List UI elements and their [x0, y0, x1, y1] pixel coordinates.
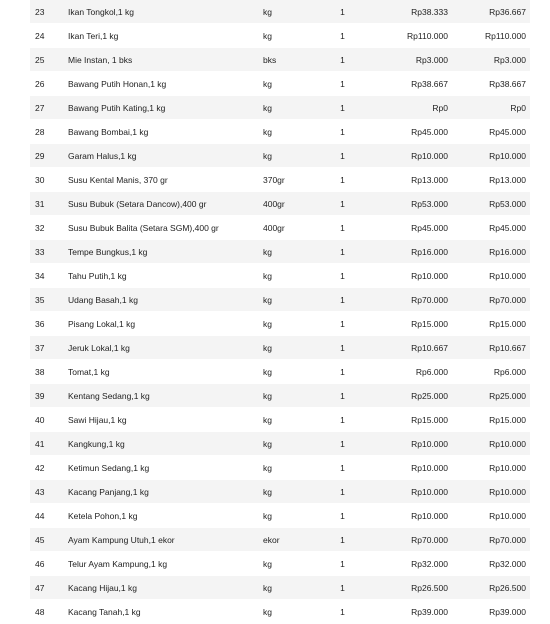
unit-price: Rp53.000 [360, 192, 448, 216]
item-name: Bawang Putih Honan,1 kg [68, 72, 263, 96]
item-quantity: 1 [325, 408, 360, 432]
item-unit: kg [263, 456, 325, 480]
item-name: Susu Bubuk (Setara Dancow),400 gr [68, 192, 263, 216]
table-row [30, 0, 530, 24]
unit-price: Rp25.000 [360, 384, 448, 408]
row-number: 30 [30, 168, 68, 192]
unit-price: Rp10.667 [360, 336, 448, 360]
row-number: 29 [30, 144, 68, 168]
total-price: Rp45.000 [448, 216, 530, 240]
total-price: Rp6.000 [448, 360, 530, 384]
item-quantity: 1 [325, 528, 360, 552]
table-row [30, 216, 530, 240]
table-row [30, 552, 530, 576]
table-row [30, 432, 530, 456]
item-name: Udang Basah,1 kg [68, 288, 263, 312]
total-price: Rp70.000 [448, 528, 530, 552]
item-unit: kg [263, 120, 325, 144]
item-name: Kacang Hijau,1 kg [68, 576, 263, 600]
item-quantity: 1 [325, 312, 360, 336]
table-row [30, 456, 530, 480]
row-number: 46 [30, 552, 68, 576]
table-row [30, 312, 530, 336]
row-number: 44 [30, 504, 68, 528]
row-number: 36 [30, 312, 68, 336]
item-name: Pisang Lokal,1 kg [68, 312, 263, 336]
table-row [30, 408, 530, 432]
item-quantity: 1 [325, 120, 360, 144]
row-number: 28 [30, 120, 68, 144]
table-row [30, 504, 530, 528]
unit-price: Rp26.500 [360, 576, 448, 600]
item-name: Sawi Hijau,1 kg [68, 408, 263, 432]
item-quantity: 1 [325, 0, 360, 24]
item-unit: kg [263, 504, 325, 528]
item-quantity: 1 [325, 576, 360, 600]
unit-price: Rp38.333 [360, 0, 448, 24]
item-quantity: 1 [325, 552, 360, 576]
total-price: Rp10.000 [448, 504, 530, 528]
table-row [30, 528, 530, 552]
item-quantity: 1 [325, 144, 360, 168]
row-number: 33 [30, 240, 68, 264]
item-unit: kg [263, 336, 325, 360]
item-unit: 400gr [263, 216, 325, 240]
total-price: Rp15.000 [448, 408, 530, 432]
item-quantity: 1 [325, 288, 360, 312]
unit-price: Rp10.000 [360, 432, 448, 456]
item-name: Ikan Tongkol,1 kg [68, 0, 263, 24]
total-price: Rp38.667 [448, 72, 530, 96]
total-price: Rp10.000 [448, 480, 530, 504]
item-unit: kg [263, 360, 325, 384]
row-number: 32 [30, 216, 68, 240]
row-number: 34 [30, 264, 68, 288]
item-unit: kg [263, 144, 325, 168]
table-row [30, 72, 530, 96]
total-price: Rp70.000 [448, 288, 530, 312]
item-unit: kg [263, 0, 325, 24]
item-name: Ketimun Sedang,1 kg [68, 456, 263, 480]
item-unit: kg [263, 480, 325, 504]
item-quantity: 1 [325, 432, 360, 456]
item-quantity: 1 [325, 96, 360, 120]
item-name: Mie Instan, 1 bks [68, 48, 263, 72]
total-price: Rp53.000 [448, 192, 530, 216]
item-quantity: 1 [325, 456, 360, 480]
total-price: Rp10.000 [448, 456, 530, 480]
unit-price: Rp110.000 [360, 24, 448, 48]
table-row [30, 240, 530, 264]
unit-price: Rp45.000 [360, 120, 448, 144]
item-name: Garam Halus,1 kg [68, 144, 263, 168]
row-number: 43 [30, 480, 68, 504]
item-name: Bawang Putih Kating,1 kg [68, 96, 263, 120]
item-quantity: 1 [325, 24, 360, 48]
item-name: Tomat,1 kg [68, 360, 263, 384]
unit-price: Rp10.000 [360, 144, 448, 168]
unit-price: Rp10.000 [360, 504, 448, 528]
item-quantity: 1 [325, 504, 360, 528]
unit-price: Rp3.000 [360, 48, 448, 72]
item-unit: kg [263, 408, 325, 432]
item-unit: kg [263, 72, 325, 96]
total-price: Rp10.000 [448, 144, 530, 168]
item-unit: kg [263, 288, 325, 312]
unit-price: Rp45.000 [360, 216, 448, 240]
item-unit: kg [263, 96, 325, 120]
table-row [30, 192, 530, 216]
unit-price: Rp0 [360, 96, 448, 120]
table-row [30, 96, 530, 120]
item-unit: bks [263, 48, 325, 72]
table-row [30, 264, 530, 288]
item-unit: kg [263, 576, 325, 600]
item-quantity: 1 [325, 264, 360, 288]
row-number: 48 [30, 600, 68, 624]
item-name: Susu Bubuk Balita (Setara SGM),400 gr [68, 216, 263, 240]
row-number: 45 [30, 528, 68, 552]
item-name: Tahu Putih,1 kg [68, 264, 263, 288]
row-number: 39 [30, 384, 68, 408]
item-name: Kacang Panjang,1 kg [68, 480, 263, 504]
total-price: Rp0 [448, 96, 530, 120]
item-quantity: 1 [325, 360, 360, 384]
item-quantity: 1 [325, 72, 360, 96]
item-quantity: 1 [325, 600, 360, 624]
item-name: Ikan Teri,1 kg [68, 24, 263, 48]
table-row [30, 48, 530, 72]
table-row [30, 576, 530, 600]
item-unit: kg [263, 552, 325, 576]
item-name: Ayam Kampung Utuh,1 ekor [68, 528, 263, 552]
row-number: 40 [30, 408, 68, 432]
item-unit: kg [263, 312, 325, 336]
table-row [30, 144, 530, 168]
item-quantity: 1 [325, 240, 360, 264]
item-quantity: 1 [325, 336, 360, 360]
total-price: Rp45.000 [448, 120, 530, 144]
row-number: 37 [30, 336, 68, 360]
item-quantity: 1 [325, 192, 360, 216]
item-quantity: 1 [325, 48, 360, 72]
unit-price: Rp15.000 [360, 312, 448, 336]
item-unit: kg [263, 24, 325, 48]
row-number: 42 [30, 456, 68, 480]
row-number: 38 [30, 360, 68, 384]
total-price: Rp3.000 [448, 48, 530, 72]
item-quantity: 1 [325, 384, 360, 408]
row-number: 27 [30, 96, 68, 120]
table-row [30, 288, 530, 312]
table-row [30, 480, 530, 504]
item-unit: kg [263, 432, 325, 456]
item-unit: 370gr [263, 168, 325, 192]
total-price: Rp32.000 [448, 552, 530, 576]
item-name: Susu Kental Manis, 370 gr [68, 168, 263, 192]
unit-price: Rp15.000 [360, 408, 448, 432]
item-name: Jeruk Lokal,1 kg [68, 336, 263, 360]
row-number: 47 [30, 576, 68, 600]
item-name: Kentang Sedang,1 kg [68, 384, 263, 408]
row-number: 24 [30, 24, 68, 48]
total-price: Rp13.000 [448, 168, 530, 192]
item-unit: ekor [263, 528, 325, 552]
item-quantity: 1 [325, 480, 360, 504]
unit-price: Rp32.000 [360, 552, 448, 576]
item-name: Bawang Bombai,1 kg [68, 120, 263, 144]
total-price: Rp10.000 [448, 264, 530, 288]
item-name: Ketela Pohon,1 kg [68, 504, 263, 528]
unit-price: Rp16.000 [360, 240, 448, 264]
table-row [30, 360, 530, 384]
item-quantity: 1 [325, 216, 360, 240]
unit-price: Rp38.667 [360, 72, 448, 96]
row-number: 35 [30, 288, 68, 312]
table-row [30, 384, 530, 408]
row-number: 26 [30, 72, 68, 96]
total-price: Rp25.000 [448, 384, 530, 408]
table-row [30, 120, 530, 144]
table-row [30, 24, 530, 48]
item-name: Telur Ayam Kampung,1 kg [68, 552, 263, 576]
unit-price: Rp39.000 [360, 600, 448, 624]
item-unit: kg [263, 384, 325, 408]
total-price: Rp10.667 [448, 336, 530, 360]
row-number: 31 [30, 192, 68, 216]
unit-price: Rp13.000 [360, 168, 448, 192]
total-price: Rp110.000 [448, 24, 530, 48]
unit-price: Rp6.000 [360, 360, 448, 384]
row-number: 41 [30, 432, 68, 456]
total-price: Rp16.000 [448, 240, 530, 264]
total-price: Rp36.667 [448, 0, 530, 24]
unit-price: Rp10.000 [360, 264, 448, 288]
item-unit: kg [263, 240, 325, 264]
total-price: Rp39.000 [448, 600, 530, 624]
table-row [30, 168, 530, 192]
unit-price: Rp70.000 [360, 528, 448, 552]
table-row [30, 336, 530, 360]
unit-price: Rp10.000 [360, 456, 448, 480]
item-unit: 400gr [263, 192, 325, 216]
item-name: Tempe Bungkus,1 kg [68, 240, 263, 264]
total-price: Rp10.000 [448, 432, 530, 456]
unit-price: Rp10.000 [360, 480, 448, 504]
row-number: 23 [30, 0, 68, 24]
item-name: Kangkung,1 kg [68, 432, 263, 456]
row-number: 25 [30, 48, 68, 72]
item-quantity: 1 [325, 168, 360, 192]
total-price: Rp26.500 [448, 576, 530, 600]
price-list-table [30, 0, 530, 624]
item-name: Kacang Tanah,1 kg [68, 600, 263, 624]
price-list-body [30, 0, 530, 624]
table-row [30, 600, 530, 624]
total-price: Rp15.000 [448, 312, 530, 336]
item-unit: kg [263, 264, 325, 288]
item-unit: kg [263, 600, 325, 624]
unit-price: Rp70.000 [360, 288, 448, 312]
